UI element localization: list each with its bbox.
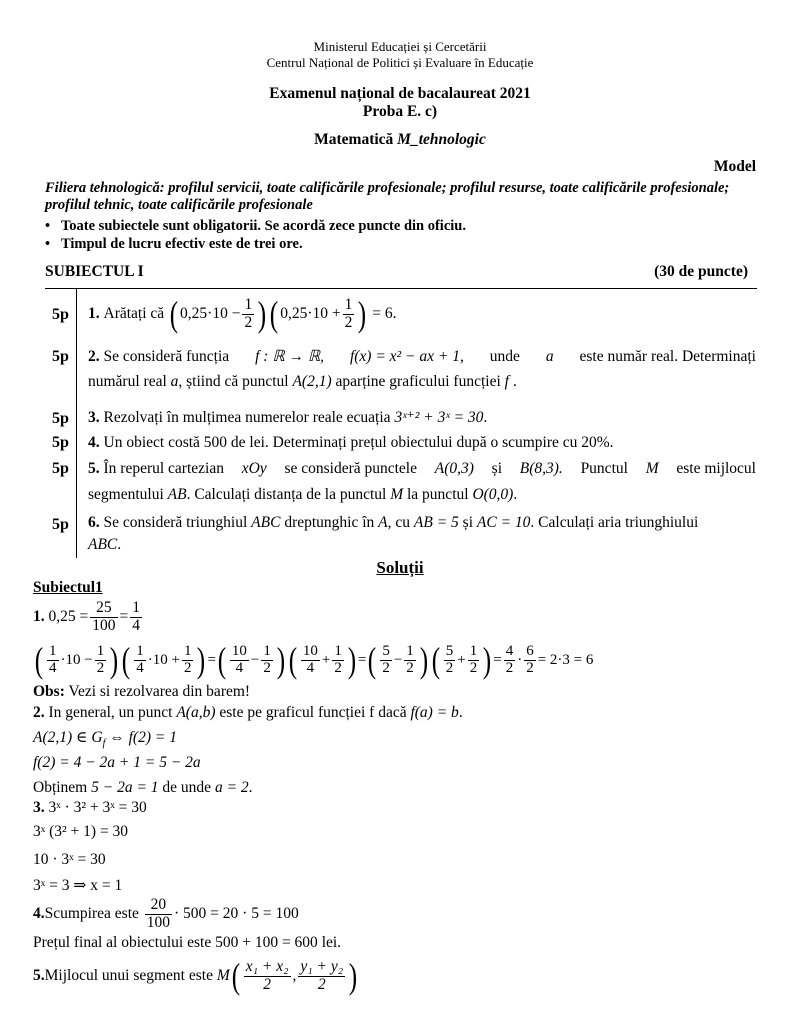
center-name: Centrul Național de Politici și Evaluare în Educație: [266, 55, 534, 70]
rule-2: • Timpul de lucru efectiv este de trei ore.: [45, 236, 303, 252]
problem-4: 4. Un obiect costă 500 de lei. Determinați prețul obiectului după o scumpire cu 20%.: [88, 434, 614, 451]
solution-1-line-2: ( $\frac{1}{4}$ ·10 − $\frac{1}{2}$ ) ( $\frac{1}{4}$ ·10 + $\frac{1}{2}$ ) = ( $\frac{10}{4}$ − $\frac{1}{2}$ ) ( $\frac{10}{4}$ + $\frac{1}{2}$ ) = ( $\frac{5}{2}$ − $\frac{1}{2}$ ) ( $\frac{5}{2}$ + $\frac{1}{2}$ ) = $\frac{4}{2}$ · $\frac{6}{2}$ = 2·3 = 6: [34, 640, 594, 680]
problem-1: 1. Arătați că ( 0,25·10 − $\frac{1}{2}$ ) ( 0,25·10 + $\frac{1}{2}$ ) = 6.: [88, 294, 397, 334]
model-label: Model: [713, 158, 756, 175]
section-title: SUBIECTUL I: [45, 263, 144, 280]
problem-5-points: 5p: [52, 460, 69, 477]
solution-3-line-3: 10 · 3ˣ = 30: [33, 851, 106, 868]
solution-3-line-2: 3ˣ (3² + 1) = 30: [33, 823, 129, 840]
solution-5-line-1: 5. Mijlocul unui segment este M ( $\frac{\text{x₁ + x₂}}{2}$ , $\frac{\text{y₁ + y₂}}{2}$ ): [33, 956, 358, 996]
problem-6: 6. Se consideră triunghiul ABC dreptunghic în A, cu AB = 5 și AC = 10. Calculați aria triunghiului ABC.: [88, 514, 699, 553]
solution-2-line-2: A(2,1) ∈ $G_f$ ⇔ f(2) = 1: [33, 729, 177, 750]
solution-3-line-4: 3ˣ = 3 ⇒ x = 1: [33, 877, 123, 894]
problem-3: 3. Rezolvați în mulțimea numerelor reale ecuația 3ˣ⁺² + 3ˣ = 30.: [88, 409, 488, 426]
problem-1-points: 5p: [52, 306, 69, 323]
solution-2-line-3: f(2) = 4 − 2a + 1 = 5 − 2a: [33, 754, 201, 771]
solutions-subheading: Subiectul1: [33, 579, 103, 596]
problem-2-points: 5p: [52, 348, 69, 365]
solution-2-line-4: Obținem 5 − 2a = 1 de unde a = 2.: [33, 779, 253, 796]
solution-3-line-1: 3. 3ˣ · 3² + 3ˣ = 30: [33, 799, 147, 816]
solution-2-line-1: 2. In general, un punct A(a,b) este pe graficul funcției f dacă f(a) = b.: [33, 704, 463, 721]
rule-1: • Toate subiectele sunt obligatorii. Se acordă zece puncte din oficiu.: [45, 218, 466, 234]
exam-subject: Matematică M_tehnologic: [314, 131, 486, 148]
exam-title: Examenul național de bacalaureat 2021: [269, 85, 531, 102]
solutions-title: Soluții: [376, 558, 424, 577]
exam-proba: Proba E. c): [362, 103, 438, 120]
problem-3-points: 5p: [52, 410, 69, 427]
ministry-name: Ministerul Educației și Cercetării: [313, 39, 487, 54]
obs-note: Obs: Vezi si rezolvarea din barem!: [33, 683, 251, 700]
filiera-text: Filiera tehnologică: profilul servicii, toate calificările profesionale; profilul resurse, toate calificările profesionale; profilul tehnic, toate calificările profesionale: [45, 180, 730, 213]
problem-5: 5. În reperul cartezian xOy se consideră punctele A(0,3) și B(8,3). Punctul M este mijlocul segmentului AB. Calculați distanța de la punctul M la punctul O(0,0).: [88, 460, 756, 503]
problem-4-points: 5p: [52, 434, 69, 451]
table-divider: [76, 288, 77, 558]
table-top-border: [45, 288, 757, 289]
problem-6-points: 5p: [52, 516, 69, 533]
section-points: (30 de puncte): [654, 263, 748, 280]
solution-1-line-1: 1. 0,25 = $\frac{25}{100}$ = $\frac{1}{4}$: [33, 599, 140, 634]
solution-4-line-1: 4. Scumpirea este $\frac{20}{100}$ · 500 = 20 · 5 = 100: [33, 896, 299, 931]
solution-4-line-2: Prețul final al obiectului este 500 + 100 = 600 lei.: [33, 934, 342, 951]
problem-2: 2. Se consideră funcția f : ℝ → ℝ, f(x) = x² − ax + 1, unde a este număr real. Determinați numărul real a, știind că punctul A(2,1) aparține graficului funcției f .: [88, 348, 756, 390]
